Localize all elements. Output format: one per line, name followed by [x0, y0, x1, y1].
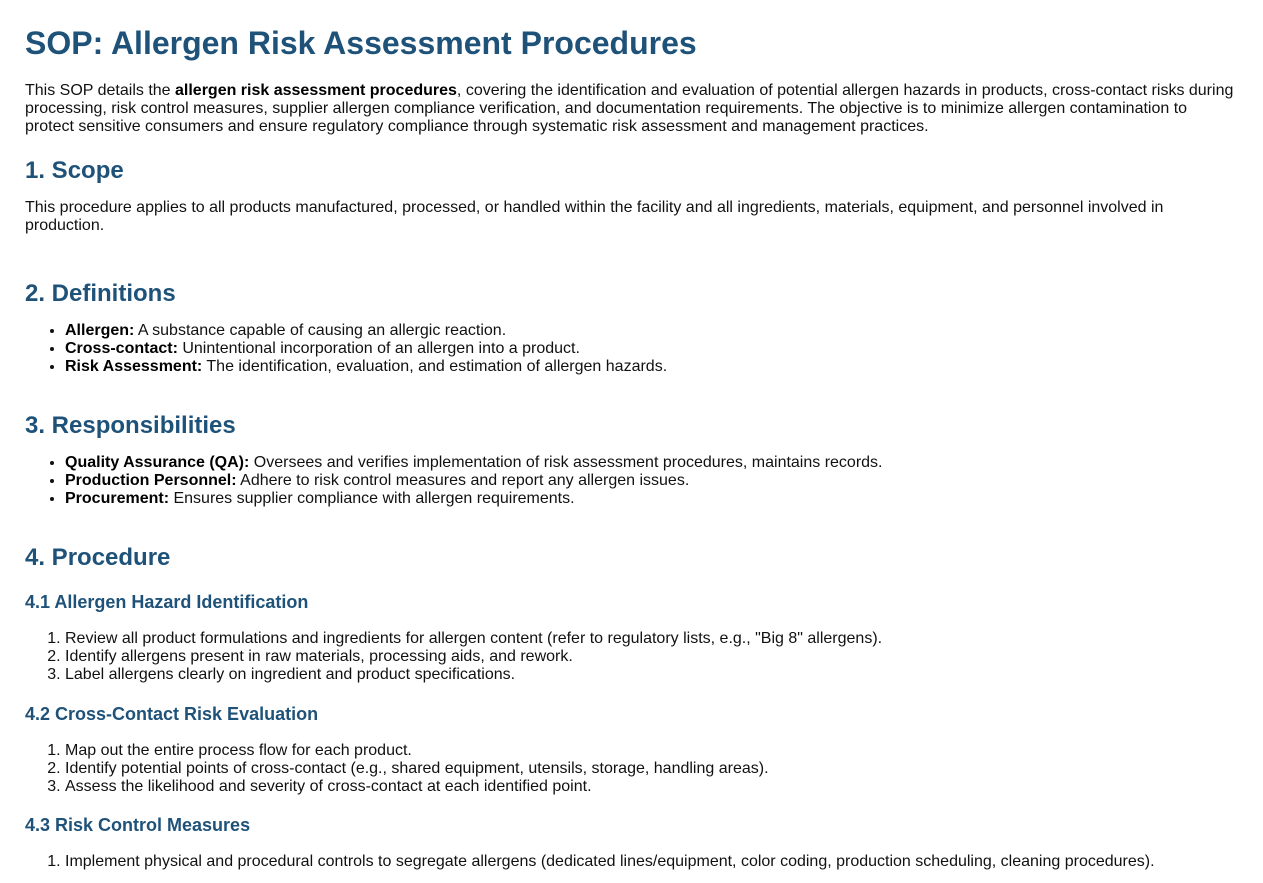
definition-desc: A substance capable of causing an allergic reaction.	[134, 322, 507, 339]
list-item	[65, 454, 1238, 472]
intro-text-after: , covering the identification and evaluation of potential allergen hazards in products, cross-contact risks during processing, risk control measures, supplier allergen compliance verification, and documentation requirements. The objective is to minimize allergen contamination to protect sensitive consumers and ensure regulatory compliance through systematic risk assessment and management practices.	[25, 82, 1234, 135]
responsibility-role: Procurement:	[65, 490, 170, 507]
procedure-subheading-risk-control: 4.3 Risk Control Measures	[25, 815, 251, 835]
list-item: 3. Label allergens clearly on ingredient and product specifications.	[65, 666, 1238, 684]
list-item	[65, 358, 1238, 376]
responsibility-desc: Oversees and verifies implementation of risk assessment procedures, maintains records.	[249, 454, 883, 471]
intro-paragraph	[25, 82, 1238, 136]
list-item: 1. Implement physical and procedural controls to segregate allergens (dedicated lines/equipment, color coding, production scheduling, cleaning procedures).	[65, 853, 1238, 871]
procedure-subheading-hazard-identification: 4.1 Allergen Hazard Identification	[25, 592, 309, 612]
procedure-heading: 4. Procedure	[25, 544, 171, 571]
responsibility-desc: Ensures supplier compliance with allergen requirements.	[169, 490, 575, 507]
list-item	[65, 490, 1238, 508]
definition-term: Risk Assessment:	[65, 358, 203, 375]
hazard-identification-steps	[25, 630, 1238, 684]
list-item: 2. Identify potential points of cross-contact (e.g., shared equipment, utensils, storage, handling areas).	[65, 760, 1238, 778]
definition-desc: The identification, evaluation, and estimation of allergen hazards.	[202, 358, 668, 375]
list-item: 3. Assess the likelihood and severity of cross-contact at each identified point.	[65, 778, 1238, 796]
definitions-heading: 2. Definitions	[25, 280, 176, 307]
list-item: 2. Identify allergens present in raw materials, processing aids, and rework.	[65, 648, 1238, 666]
definition-term: Allergen:	[65, 322, 135, 339]
list-item	[65, 322, 1238, 340]
procedure-subheading-cross-contact: 4.2 Cross-Contact Risk Evaluation	[25, 704, 319, 724]
responsibility-role: Quality Assurance (QA):	[65, 454, 250, 471]
list-item	[65, 472, 1238, 490]
definition-desc: Unintentional incorporation of an allergen into a product.	[177, 340, 580, 357]
risk-control-steps	[25, 853, 1238, 871]
scope-text: This procedure applies to all products manufactured, processed, or handled within the facility and all ingredients, materials, equipment, and personnel involved in production.	[25, 199, 1164, 234]
scope-heading: 1. Scope	[25, 157, 124, 184]
list-item	[65, 340, 1238, 358]
page-title: SOP: Allergen Risk Assessment Procedures	[25, 25, 697, 61]
responsibility-role: Production Personnel:	[65, 472, 237, 489]
responsibilities-list	[25, 454, 1238, 508]
list-item: 1. Map out the entire process flow for each product.	[65, 742, 1238, 760]
responsibility-desc: Adhere to risk control measures and report any allergen issues.	[236, 472, 690, 489]
intro-text-bold: allergen risk assessment procedures	[175, 82, 457, 99]
definition-term: Cross-contact:	[65, 340, 178, 357]
responsibilities-heading: 3. Responsibilities	[25, 412, 236, 439]
cross-contact-steps	[25, 742, 1238, 796]
definitions-list	[25, 322, 1238, 376]
list-item: 1. Review all product formulations and ingredients for allergen content (refer to regulatory lists, e.g., "Big 8" allergens).	[65, 630, 1238, 648]
intro-text-before: This SOP details the	[25, 82, 175, 99]
